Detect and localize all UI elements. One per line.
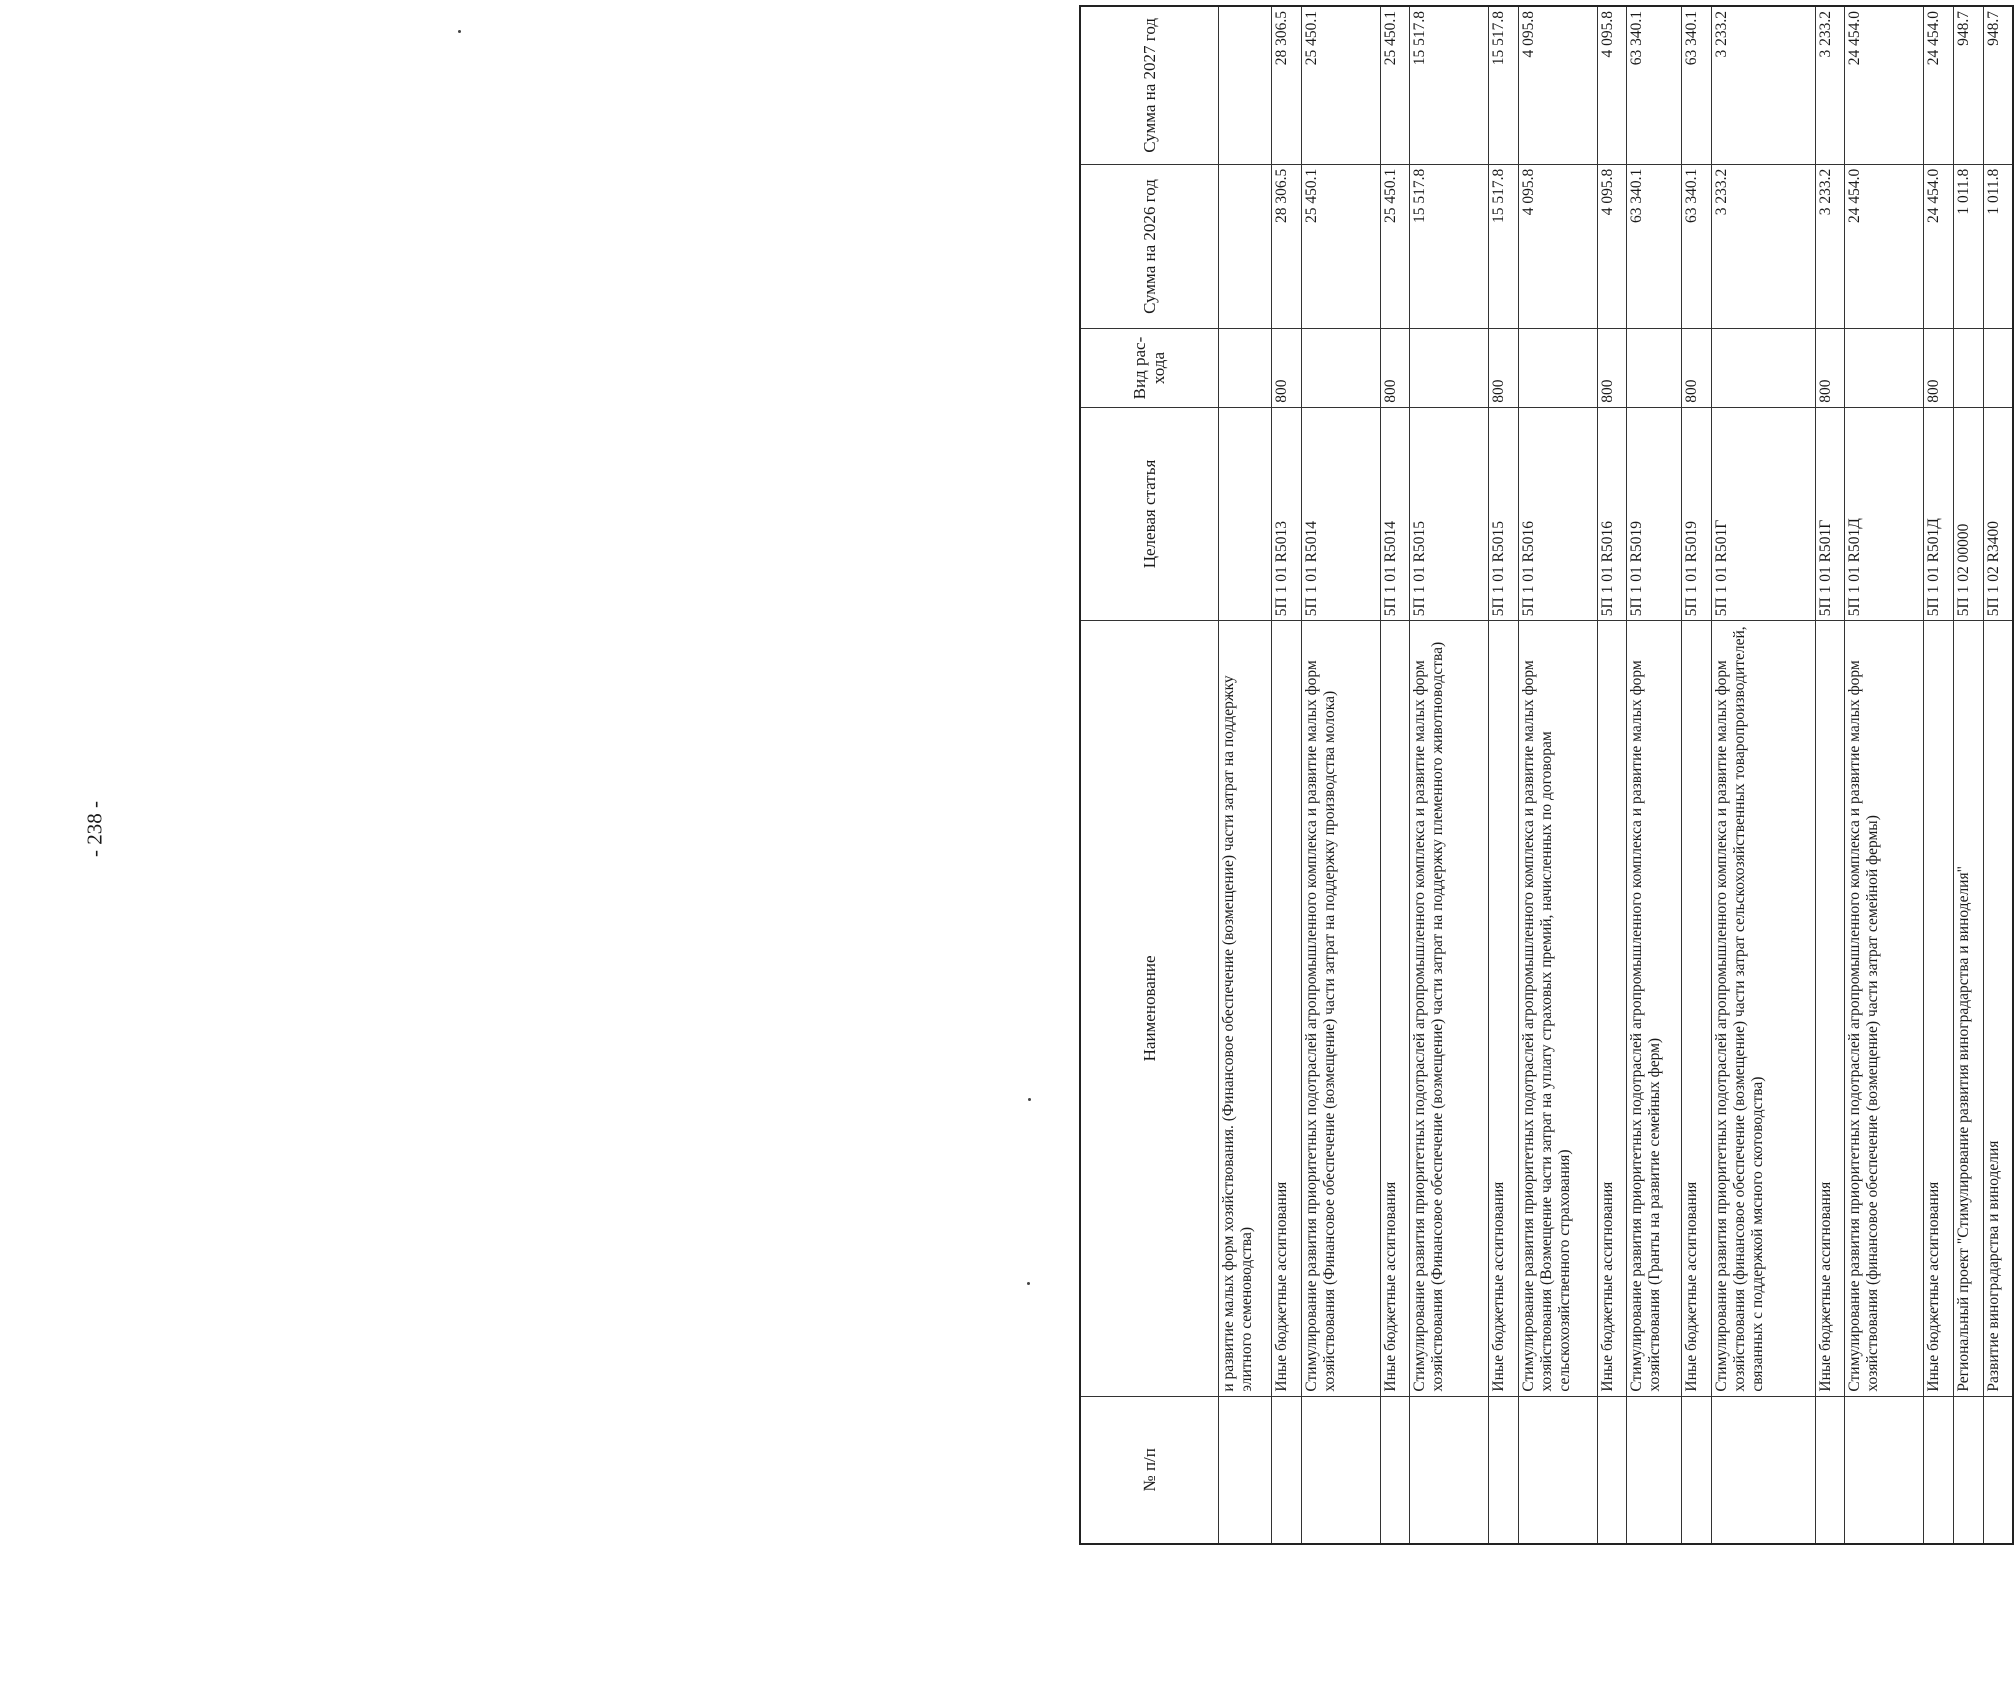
cell-name: Стимулирование развития приоритетных подотраслей агропромышленного комплекса и развитие малых форм хозяйствования (Финансовое обеспечение (возмещение) части затрат на поддержку производства молока) bbox=[1301, 621, 1380, 1396]
cell-name: и развитие малых форм хозяйствования. (Финансовое обеспечение (возмещение) части затрат на поддержку элитного семеноводства) bbox=[1218, 621, 1272, 1396]
header-kind: Вид рас-хода bbox=[1080, 329, 1218, 407]
table-row bbox=[1489, 6, 1519, 1544]
cell-kind: 800 bbox=[1682, 329, 1712, 407]
table-row bbox=[1301, 6, 1380, 1544]
table-row bbox=[1845, 6, 1924, 1544]
cell-kind bbox=[1983, 329, 2013, 407]
cell-sum-2027: 948.7 bbox=[1953, 6, 1983, 164]
budget-table bbox=[1079, 5, 2014, 1545]
header-article: Целевая статья bbox=[1080, 407, 1218, 620]
cell-article: 5П 1 01 R5016 bbox=[1518, 407, 1597, 620]
header-sum-2026: Сумма на 2026 год bbox=[1080, 164, 1218, 329]
table-row bbox=[1597, 6, 1627, 1544]
cell-sum-2027: 3 233.2 bbox=[1711, 6, 1815, 164]
table-row bbox=[1682, 6, 1712, 1544]
cell-sum-2027: 3 233.2 bbox=[1815, 6, 1845, 164]
cell-sum-2027: 4 095.8 bbox=[1597, 6, 1627, 164]
cell-kind bbox=[1410, 329, 1489, 407]
cell-no bbox=[1924, 1396, 1954, 1544]
cell-name: Иные бюджетные ассигнования bbox=[1489, 621, 1519, 1396]
cell-kind: 800 bbox=[1489, 329, 1519, 407]
table-row bbox=[1711, 6, 1815, 1544]
cell-no bbox=[1627, 1396, 1682, 1544]
cell-name: Стимулирование развития приоритетных подотраслей агропромышленного комплекса и развитие малых форм хозяйствования (Финансовое обеспечение (возмещение) части затрат на поддержку племенного животноводства) bbox=[1410, 621, 1489, 1396]
cell-no bbox=[1301, 1396, 1380, 1544]
cell-sum-2027: 24 454.0 bbox=[1845, 6, 1924, 164]
cell-sum-2026: 24 454.0 bbox=[1845, 164, 1924, 329]
cell-sum-2027: 4 095.8 bbox=[1518, 6, 1597, 164]
cell-kind bbox=[1518, 329, 1597, 407]
cell-article: 5П 1 01 R501Д bbox=[1924, 407, 1954, 620]
header-sum-2027: Сумма на 2027 год bbox=[1080, 6, 1218, 164]
cell-no bbox=[1815, 1396, 1845, 1544]
cell-kind bbox=[1218, 329, 1272, 407]
cell-name: Стимулирование развития приоритетных подотраслей агропромышленного комплекса и развитие малых форм хозяйствования (Возмещение части затрат на уплату страховых премий, начисленных по договорам сельскохозяйственного страхования) bbox=[1518, 621, 1597, 1396]
cell-kind bbox=[1845, 329, 1924, 407]
cell-name: Стимулирование развития приоритетных подотраслей агропромышленного комплекса и развитие малых форм хозяйствования (Гранты на развитие семейных ферм) bbox=[1627, 621, 1682, 1396]
cell-article: 5П 1 01 R5014 bbox=[1380, 407, 1410, 620]
table-header-row bbox=[1080, 6, 1218, 1544]
cell-kind: 800 bbox=[1272, 329, 1302, 407]
cell-sum-2026: 63 340.1 bbox=[1627, 164, 1682, 329]
cell-article: 5П 1 01 R501Г bbox=[1815, 407, 1845, 620]
cell-name: Иные бюджетные ассигнования bbox=[1815, 621, 1845, 1396]
cell-name: Иные бюджетные ассигнования bbox=[1924, 621, 1954, 1396]
table-row bbox=[1924, 6, 1954, 1544]
cell-kind bbox=[1301, 329, 1380, 407]
cell-no bbox=[1983, 1396, 2013, 1544]
cell-article: 5П 1 01 R5014 bbox=[1301, 407, 1380, 620]
cell-no bbox=[1380, 1396, 1410, 1544]
cell-article: 5П 1 01 R5015 bbox=[1489, 407, 1519, 620]
cell-sum-2027 bbox=[1218, 6, 1272, 164]
table-row bbox=[1410, 6, 1489, 1544]
cell-sum-2026: 15 517.8 bbox=[1489, 164, 1519, 329]
table-row bbox=[1953, 6, 1983, 1544]
cell-sum-2026: 4 095.8 bbox=[1597, 164, 1627, 329]
cell-article: 5П 1 01 R501Д bbox=[1845, 407, 1924, 620]
cell-no bbox=[1518, 1396, 1597, 1544]
cell-no bbox=[1218, 1396, 1272, 1544]
cell-sum-2027: 63 340.1 bbox=[1682, 6, 1712, 164]
cell-sum-2026: 15 517.8 bbox=[1410, 164, 1489, 329]
cell-kind: 800 bbox=[1924, 329, 1954, 407]
cell-article: 5П 1 01 R501Г bbox=[1711, 407, 1815, 620]
cell-sum-2026: 25 450.1 bbox=[1301, 164, 1380, 329]
cell-article bbox=[1218, 407, 1272, 620]
cell-article: 5П 1 01 R5019 bbox=[1682, 407, 1712, 620]
cell-article: 5П 1 01 R5016 bbox=[1597, 407, 1627, 620]
scan-speck bbox=[1027, 1282, 1030, 1285]
cell-no bbox=[1410, 1396, 1489, 1544]
cell-name: Иные бюджетные ассигнования bbox=[1682, 621, 1712, 1396]
cell-article: 5П 1 01 R5019 bbox=[1627, 407, 1682, 620]
cell-kind bbox=[1711, 329, 1815, 407]
cell-sum-2027: 15 517.8 bbox=[1489, 6, 1519, 164]
cell-article: 5П 1 01 R5015 bbox=[1410, 407, 1489, 620]
cell-sum-2026: 24 454.0 bbox=[1924, 164, 1954, 329]
cell-sum-2027: 25 450.1 bbox=[1301, 6, 1380, 164]
table-row bbox=[1380, 6, 1410, 1544]
table-row bbox=[1218, 6, 1272, 1544]
table-row bbox=[1983, 6, 2013, 1544]
cell-no bbox=[1597, 1396, 1627, 1544]
scan-speck bbox=[458, 30, 461, 33]
cell-kind bbox=[1953, 329, 1983, 407]
cell-no bbox=[1845, 1396, 1924, 1544]
cell-sum-2026: 4 095.8 bbox=[1518, 164, 1597, 329]
cell-sum-2026: 3 233.2 bbox=[1711, 164, 1815, 329]
cell-name: Иные бюджетные ассигнования bbox=[1380, 621, 1410, 1396]
cell-kind: 800 bbox=[1597, 329, 1627, 407]
cell-sum-2027: 948.7 bbox=[1983, 6, 2013, 164]
header-no: № п/п bbox=[1080, 1396, 1218, 1544]
cell-sum-2026: 63 340.1 bbox=[1682, 164, 1712, 329]
cell-no bbox=[1953, 1396, 1983, 1544]
table-row bbox=[1627, 6, 1682, 1544]
cell-sum-2026: 3 233.2 bbox=[1815, 164, 1845, 329]
cell-name: Стимулирование развития приоритетных подотраслей агропромышленного комплекса и развитие малых форм хозяйствования (финансовое обеспечение (возмещение) части затрат семейной фермы) bbox=[1845, 621, 1924, 1396]
cell-kind: 800 bbox=[1380, 329, 1410, 407]
cell-article: 5П 1 01 R5013 bbox=[1272, 407, 1302, 620]
cell-article: 5П 1 02 R3400 bbox=[1983, 407, 2013, 620]
cell-sum-2026: 28 306.5 bbox=[1272, 164, 1302, 329]
cell-sum-2027: 24 454.0 bbox=[1924, 6, 1954, 164]
header-name: Наименование bbox=[1080, 621, 1218, 1396]
cell-sum-2026: 25 450.1 bbox=[1380, 164, 1410, 329]
rotated-page-content bbox=[1079, 5, 2014, 1545]
table-body bbox=[1218, 6, 2013, 1544]
cell-name: Региональный проект "Стимулирование развития виноградарства и виноделия" bbox=[1953, 621, 1983, 1396]
page-number: - 238 - bbox=[82, 801, 107, 857]
cell-name: Иные бюджетные ассигнования bbox=[1272, 621, 1302, 1396]
cell-name: Стимулирование развития приоритетных подотраслей агропромышленного комплекса и развитие малых форм хозяйствования (финансовое обеспечение (возмещение) части затрат сельскохозяйственных товаропроизводителей, связанных с поддержкой мясного скотоводства) bbox=[1711, 621, 1815, 1396]
table-row bbox=[1815, 6, 1845, 1544]
cell-sum-2027: 63 340.1 bbox=[1627, 6, 1682, 164]
cell-sum-2027: 28 306.5 bbox=[1272, 6, 1302, 164]
cell-kind: 800 bbox=[1815, 329, 1845, 407]
table-row bbox=[1518, 6, 1597, 1544]
cell-no bbox=[1682, 1396, 1712, 1544]
cell-sum-2026: 1 011.8 bbox=[1953, 164, 1983, 329]
scan-speck bbox=[1028, 1098, 1031, 1101]
cell-kind bbox=[1627, 329, 1682, 407]
cell-no bbox=[1489, 1396, 1519, 1544]
cell-sum-2027: 15 517.8 bbox=[1410, 6, 1489, 164]
cell-sum-2026 bbox=[1218, 164, 1272, 329]
cell-name: Иные бюджетные ассигнования bbox=[1597, 621, 1627, 1396]
cell-no bbox=[1711, 1396, 1815, 1544]
cell-article: 5П 1 02 00000 bbox=[1953, 407, 1983, 620]
table-row bbox=[1272, 6, 1302, 1544]
cell-no bbox=[1272, 1396, 1302, 1544]
cell-name: Развитие виноградарства и виноделия bbox=[1983, 621, 2013, 1396]
cell-sum-2027: 25 450.1 bbox=[1380, 6, 1410, 164]
cell-sum-2026: 1 011.8 bbox=[1983, 164, 2013, 329]
